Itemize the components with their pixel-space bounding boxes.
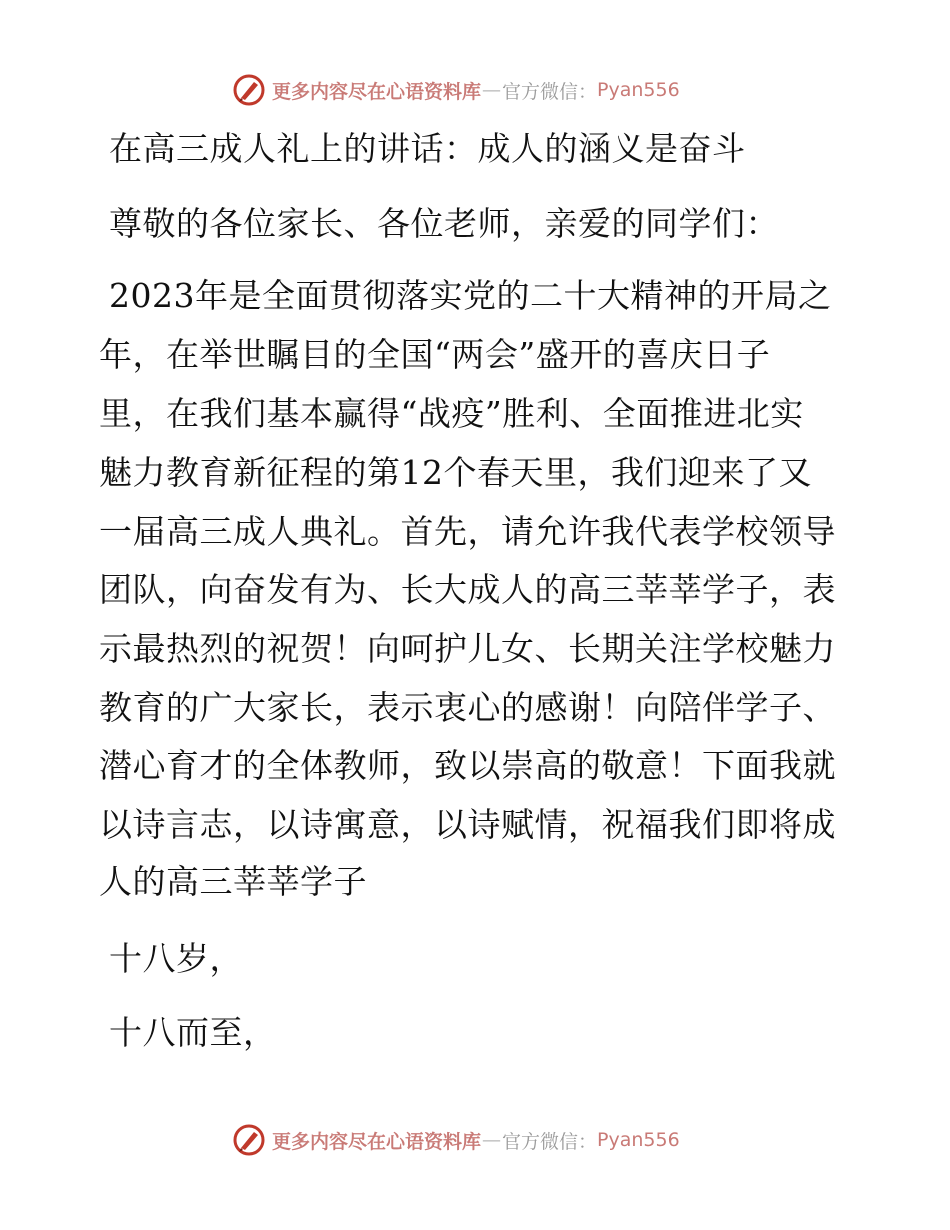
- footer-wechat-label: 官方微信：: [502, 1130, 598, 1153]
- document-title: 在高三成人礼上的讲话：成人的涵义是奋斗: [109, 129, 746, 168]
- paragraph-line: 一届高三成人典礼。首先，请允许我代表学校领导: [99, 512, 836, 551]
- pen-logo-icon: [232, 73, 266, 107]
- footer-banner: [232, 1121, 712, 1159]
- header-wechat-label: 官方微信：: [502, 80, 598, 103]
- paragraph-line: 教育的广大家长，表示衷心的感谢！向陪伴学子、: [99, 688, 836, 727]
- paragraph-line: 里，在我们基本赢得“战疫”胜利、全面推进北实: [99, 394, 804, 433]
- paragraph-line: 以诗言志，以诗寓意，以诗赋情，祝福我们即将成: [99, 805, 836, 844]
- pen-logo-icon: [232, 1123, 266, 1157]
- paragraph-line: 年，在举世瞩目的全国“两会”盛开的喜庆日子: [99, 335, 771, 374]
- header-site-text: 更多内容尽在心语资料库: [272, 80, 482, 103]
- salutation: 尊敬的各位家长、各位老师，亲爱的同学们：: [109, 204, 779, 243]
- footer-site-text: 更多内容尽在心语资料库: [272, 1130, 482, 1153]
- paragraph-line: 魅力教育新征程的第12个春天里，我们迎来了又: [99, 453, 812, 492]
- footer-wechat-id: Pyan556: [597, 1129, 680, 1151]
- poem-line: 十八岁，: [109, 939, 243, 978]
- poem-line: 十八而至，: [109, 1013, 277, 1052]
- paragraph-line: 2023年是全面贯彻落实党的二十大精神的开局之: [109, 276, 832, 315]
- footer-separator: —: [482, 1129, 502, 1151]
- header-wechat-id: Pyan556: [597, 79, 680, 101]
- header-separator: —: [482, 79, 502, 101]
- paragraph-line: 团队，向奋发有为、长大成人的高三莘莘学子，表: [99, 570, 836, 609]
- paragraph-line: 示最热烈的祝贺！向呵护儿女、长期关注学校魅力: [99, 629, 836, 668]
- header-banner: [232, 71, 712, 109]
- paragraph-line: 潜心育才的全体教师，致以崇高的敬意！下面我就: [99, 746, 836, 785]
- paragraph-line: 人的高三莘莘学子: [99, 862, 367, 901]
